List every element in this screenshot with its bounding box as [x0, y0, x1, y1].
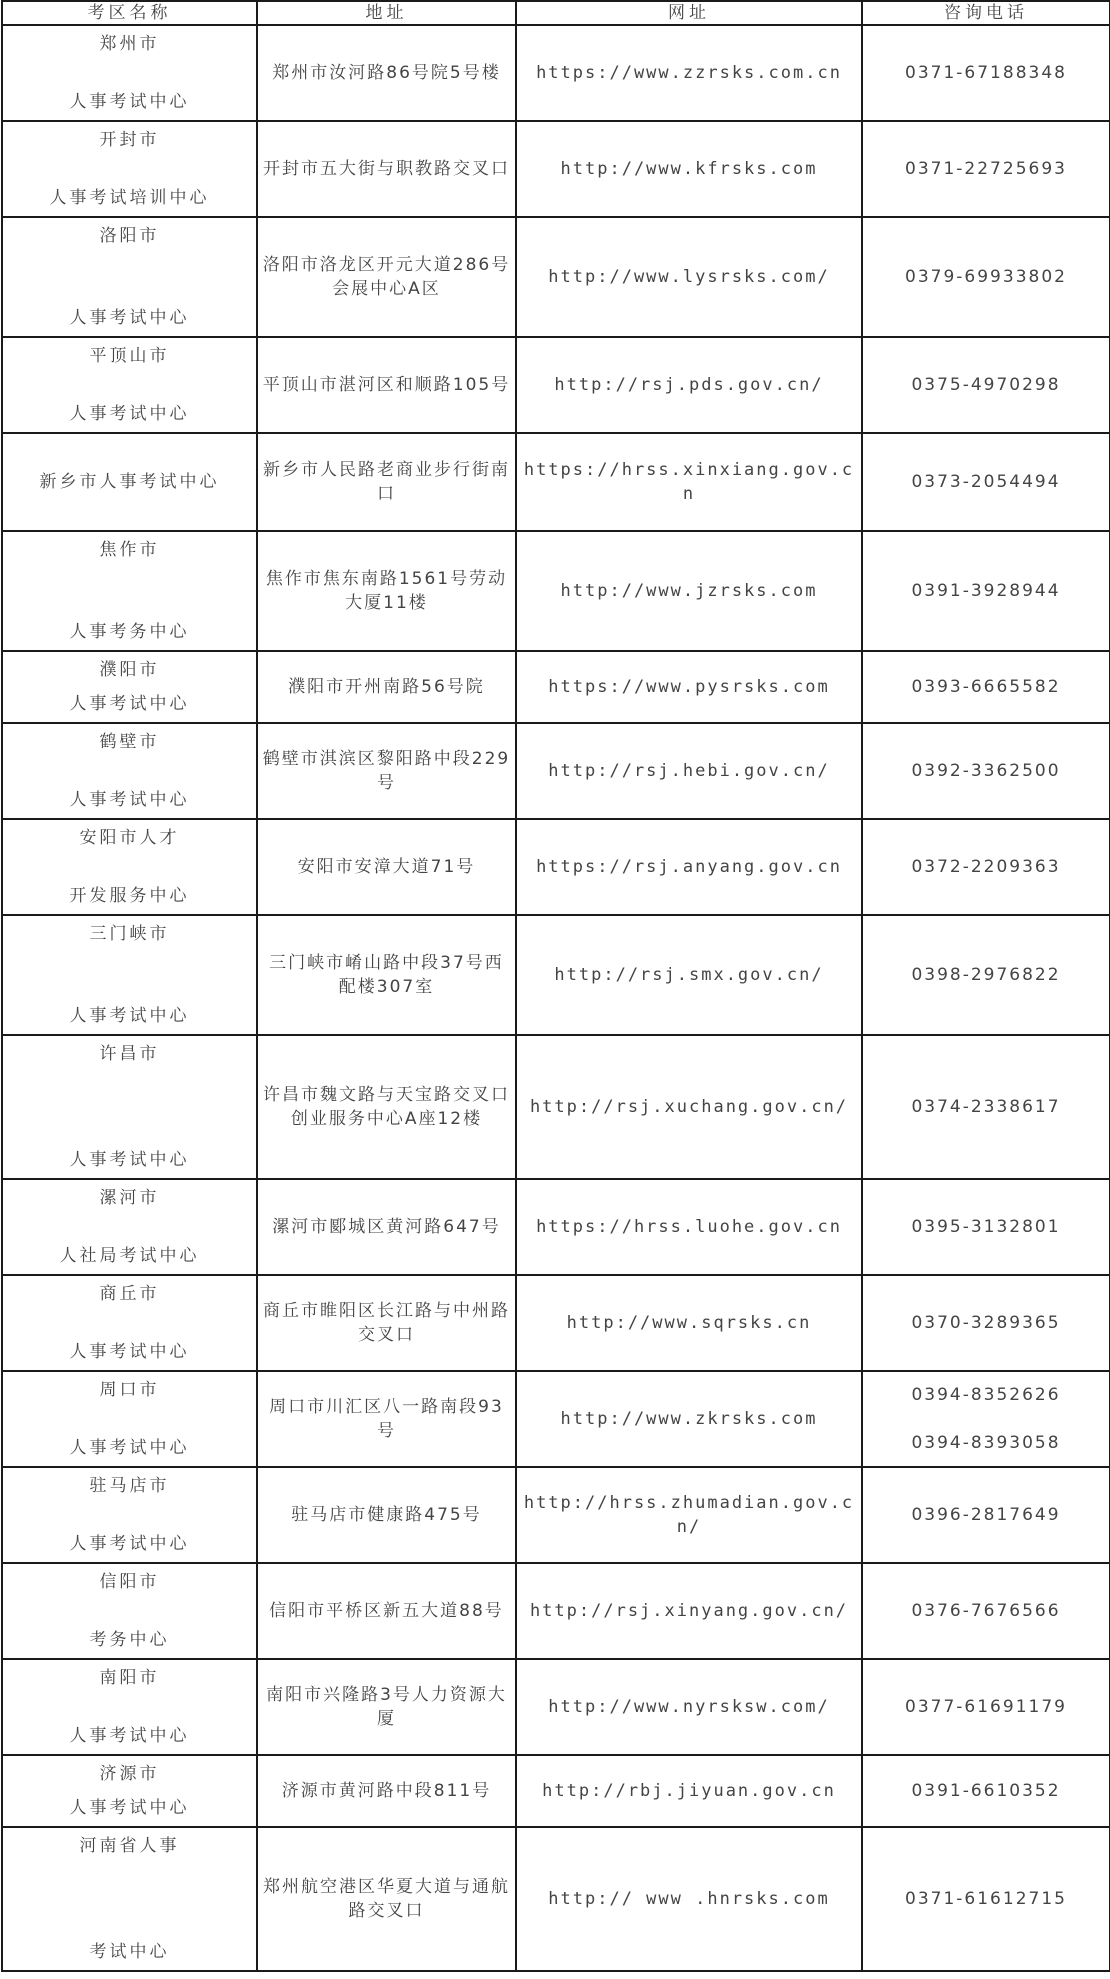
phone-number: 0370-3289365	[911, 1313, 1061, 1333]
phone-cell	[862, 121, 1110, 217]
address-cell: 三门峡市崤山路中段37号西配楼307室	[257, 915, 516, 1035]
table-row	[2, 1467, 1110, 1563]
center-name-cell	[2, 651, 257, 723]
address-cell: 郑州市汝河路86号院5号楼	[257, 25, 516, 121]
website-cell[interactable]: http://rsj.xuchang.gov.cn/	[516, 1035, 862, 1179]
table-row	[2, 1179, 1110, 1275]
table-row	[2, 1659, 1110, 1755]
address-cell: 商丘市睢阳区长江路与中州路交叉口	[257, 1275, 516, 1371]
center-name-cell	[2, 1563, 257, 1659]
website-cell[interactable]: https://rsj.anyang.gov.cn	[516, 819, 862, 915]
phone-number: 0394-8352626	[911, 1385, 1061, 1405]
center-name-cell	[2, 531, 257, 651]
center-name-cell	[2, 1755, 257, 1827]
center-name-line-2: 考试中心	[89, 1942, 170, 1962]
center-name-line-2: 人事考试中心	[69, 1534, 190, 1554]
center-name-cell	[2, 819, 257, 915]
center-name-line-1: 新乡市人事考试中心	[39, 472, 220, 492]
center-name-line-2: 人事考试中心	[69, 790, 190, 810]
phone-number: 0371-22725693	[905, 159, 1067, 179]
phone-number: 0398-2976822	[911, 965, 1061, 985]
center-name-cell	[2, 1035, 257, 1179]
column-header-name: 考区名称	[2, 1, 257, 25]
phone-number: 0391-6610352	[911, 1781, 1061, 1801]
phone-number: 0393-6665582	[911, 677, 1061, 697]
table-row	[2, 723, 1110, 819]
center-name-line-2: 人事考试中心	[69, 1438, 190, 1458]
column-header-phone: 咨询电话	[862, 1, 1110, 25]
phone-number: 0377-61691179	[905, 1697, 1067, 1717]
column-header-website: 网址	[516, 1, 862, 25]
table-row	[2, 433, 1110, 531]
center-name-line-2: 人事考试中心	[69, 404, 190, 424]
table-row	[2, 1275, 1110, 1371]
center-name-cell	[2, 1371, 257, 1467]
website-cell[interactable]: http:// www .hnrsks.com	[516, 1827, 862, 1971]
phone-cell	[862, 217, 1110, 337]
phone-number: 0373-2054494	[911, 472, 1061, 492]
center-name-line-1: 焦作市	[99, 540, 160, 560]
phone-cell	[862, 1467, 1110, 1563]
address-cell: 周口市川汇区八一路南段93号	[257, 1371, 516, 1467]
website-cell[interactable]: https://www.pysrsks.com	[516, 651, 862, 723]
center-name-line-2: 考务中心	[89, 1630, 170, 1650]
website-cell[interactable]: http://hrss.zhumadian.gov.cn/	[516, 1467, 862, 1563]
center-name-line-2: 人事考务中心	[69, 622, 190, 642]
phone-number: 0371-67188348	[905, 63, 1067, 83]
phone-cell	[862, 433, 1110, 531]
center-name-line-2: 开发服务中心	[69, 886, 190, 906]
phone-number: 0376-7676566	[911, 1601, 1061, 1621]
address-cell: 平顶山市湛河区和顺路105号	[257, 337, 516, 433]
phone-cell	[862, 1563, 1110, 1659]
center-name-line-2: 人事考试中心	[69, 308, 190, 328]
phone-number: 0374-2338617	[911, 1097, 1061, 1117]
website-cell[interactable]: http://www.jzrsks.com	[516, 531, 862, 651]
center-name-line-1: 安阳市人才	[79, 828, 180, 848]
address-cell: 安阳市安漳大道71号	[257, 819, 516, 915]
phone-cell	[862, 723, 1110, 819]
center-name-line-2: 人事考试中心	[69, 1150, 190, 1170]
phone-number: 0379-69933802	[905, 267, 1067, 287]
center-name-line-1: 漯河市	[99, 1188, 160, 1208]
phone-cell	[862, 1179, 1110, 1275]
table-row	[2, 1371, 1110, 1467]
phone-cell	[862, 25, 1110, 121]
phone-number: 0371-61612715	[905, 1889, 1067, 1909]
phone-cell	[862, 337, 1110, 433]
phone-number: 0372-2209363	[911, 857, 1061, 877]
center-name-cell	[2, 1275, 257, 1371]
center-name-line-1: 濮阳市	[99, 660, 160, 680]
table-row	[2, 651, 1110, 723]
phone-number: 0395-3132801	[911, 1217, 1061, 1237]
website-cell[interactable]: http://rsj.xinyang.gov.cn/	[516, 1563, 862, 1659]
table-row	[2, 1755, 1110, 1827]
address-cell: 新乡市人民路老商业步行街南口	[257, 433, 516, 531]
address-cell: 漯河市郾城区黄河路647号	[257, 1179, 516, 1275]
center-name-cell	[2, 433, 257, 531]
center-name-line-1: 济源市	[99, 1764, 160, 1784]
table-row	[2, 819, 1110, 915]
website-cell[interactable]: http://www.kfrsks.com	[516, 121, 862, 217]
center-name-line-2: 人事考试中心	[69, 1798, 190, 1818]
phone-cell	[862, 1755, 1110, 1827]
phone-cell	[862, 1827, 1110, 1971]
table-row	[2, 1827, 1110, 1971]
website-cell[interactable]: http://rbj.jiyuan.gov.cn	[516, 1755, 862, 1827]
website-cell[interactable]: http://www.nyrsksw.com/	[516, 1659, 862, 1755]
table-row	[2, 337, 1110, 433]
address-cell: 鹤壁市淇滨区黎阳路中段229号	[257, 723, 516, 819]
center-name-cell	[2, 217, 257, 337]
phone-number: 0396-2817649	[911, 1505, 1061, 1525]
center-name-line-2: 人社局考试中心	[59, 1246, 200, 1266]
table-row	[2, 915, 1110, 1035]
website-cell[interactable]: http://www.lysrsks.com/	[516, 217, 862, 337]
table-row	[2, 531, 1110, 651]
center-name-cell	[2, 1659, 257, 1755]
phone-cell	[862, 651, 1110, 723]
website-cell[interactable]: http://www.sqrsks.cn	[516, 1275, 862, 1371]
website-cell[interactable]: https://hrss.xinxiang.gov.cn	[516, 433, 862, 531]
phone-number: 0375-4970298	[911, 375, 1061, 395]
center-name-cell	[2, 25, 257, 121]
center-name-cell	[2, 723, 257, 819]
center-name-line-2: 人事考试中心	[69, 1342, 190, 1362]
center-name-line-1: 南阳市	[99, 1668, 160, 1688]
table-row	[2, 121, 1110, 217]
phone-cell	[862, 819, 1110, 915]
address-cell: 南阳市兴隆路3号人力资源大厦	[257, 1659, 516, 1755]
center-name-cell	[2, 337, 257, 433]
website-cell[interactable]: http://rsj.pds.gov.cn/	[516, 337, 862, 433]
center-name-line-1: 许昌市	[99, 1044, 160, 1064]
center-name-line-1: 河南省人事	[79, 1836, 180, 1856]
center-name-line-1: 鹤壁市	[99, 732, 160, 752]
table-row	[2, 217, 1110, 337]
phone-spacer	[867, 1407, 1105, 1431]
center-name-line-2: 人事考试中心	[69, 1006, 190, 1026]
phone-number: 0392-3362500	[911, 761, 1061, 781]
website-cell[interactable]: http://rsj.hebi.gov.cn/	[516, 723, 862, 819]
column-header-address: 地址	[257, 1, 516, 25]
phone-cell	[862, 1371, 1110, 1467]
center-name-line-1: 信阳市	[99, 1572, 160, 1592]
center-name-line-2: 人事考试中心	[69, 92, 190, 112]
address-cell: 驻马店市健康路475号	[257, 1467, 516, 1563]
center-name-line-1: 周口市	[99, 1380, 160, 1400]
center-name-line-1: 郑州市	[99, 34, 160, 54]
center-name-cell	[2, 121, 257, 217]
phone-cell	[862, 1275, 1110, 1371]
center-name-cell	[2, 1827, 257, 1971]
center-name-line-1: 平顶山市	[89, 346, 170, 366]
phone-cell	[862, 915, 1110, 1035]
address-cell: 洛阳市洛龙区开元大道286号会展中心A区	[257, 217, 516, 337]
center-name-line-2: 人事考试培训中心	[49, 188, 210, 208]
address-cell: 郑州航空港区华夏大道与通航路交叉口	[257, 1827, 516, 1971]
phone-cell	[862, 1659, 1110, 1755]
center-name-cell	[2, 915, 257, 1035]
center-name-line-2: 人事考试中心	[69, 1726, 190, 1746]
address-cell: 许昌市魏文路与天宝路交叉口创业服务中心A座12楼	[257, 1035, 516, 1179]
address-cell: 濮阳市开州南路56号院	[257, 651, 516, 723]
website-cell[interactable]: https://www.zzrsks.com.cn	[516, 25, 862, 121]
center-name-cell	[2, 1467, 257, 1563]
phone-cell	[862, 531, 1110, 651]
center-name-line-1: 三门峡市	[89, 924, 170, 944]
website-cell[interactable]: https://hrss.luohe.gov.cn	[516, 1179, 862, 1275]
address-cell: 开封市五大街与职教路交叉口	[257, 121, 516, 217]
center-name-line-1: 商丘市	[99, 1284, 160, 1304]
table-header-row	[2, 1, 1110, 25]
center-name-line-1: 洛阳市	[99, 226, 160, 246]
table-body	[2, 25, 1110, 1971]
website-cell[interactable]: http://www.zkrsks.com	[516, 1371, 862, 1467]
center-name-cell	[2, 1179, 257, 1275]
center-name-line-1: 驻马店市	[89, 1476, 170, 1496]
phone-cell	[862, 1035, 1110, 1179]
center-name-line-1: 开封市	[99, 130, 160, 150]
center-name-line-2: 人事考试中心	[69, 694, 190, 714]
website-cell[interactable]: http://rsj.smx.gov.cn/	[516, 915, 862, 1035]
phone-number: 0394-8393058	[911, 1433, 1061, 1453]
address-cell: 济源市黄河路中段811号	[257, 1755, 516, 1827]
address-cell: 焦作市焦东南路1561号劳动大厦11楼	[257, 531, 516, 651]
table-row	[2, 25, 1110, 121]
exam-center-table	[1, 0, 1110, 1972]
phone-number: 0391-3928944	[911, 581, 1061, 601]
address-cell: 信阳市平桥区新五大道88号	[257, 1563, 516, 1659]
table-row	[2, 1563, 1110, 1659]
table-row	[2, 1035, 1110, 1179]
